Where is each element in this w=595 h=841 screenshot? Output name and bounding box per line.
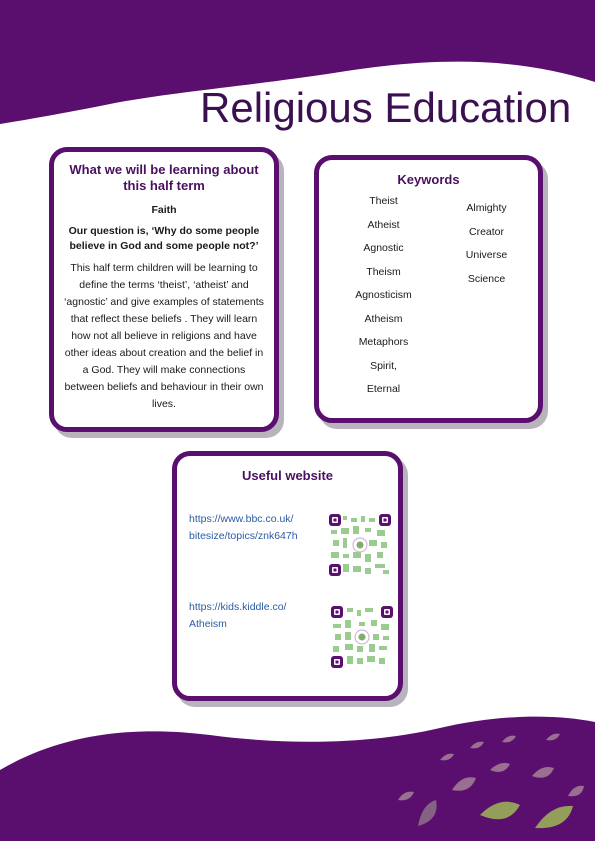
link-line[interactable]: https://www.bbc.co.uk/ bbox=[189, 513, 294, 525]
link-line[interactable]: https://kids.kiddle.co/ bbox=[189, 601, 287, 613]
keyword-item: Eternal bbox=[366, 383, 401, 395]
keyword-item: Theism bbox=[366, 265, 401, 278]
page-title: Religious Education bbox=[200, 84, 572, 131]
keyword-item: Theist bbox=[369, 195, 398, 207]
learning-heading: What we will be learning about this half term bbox=[69, 162, 259, 193]
learning-body: This half term children will be learning to define the terms ‘theist’, ‘atheist’ and ‘agnostic’ and give examples of statements that reflect these beliefs . They will learn how not all believe in religions and have other ideas about creation and the belief in a God. They will make connections between beliefs and behaviour in their own lives. bbox=[64, 262, 264, 410]
website-heading: Useful website bbox=[241, 468, 334, 483]
keyword-item: Atheism bbox=[364, 312, 403, 325]
keyword-item: Metaphors bbox=[358, 336, 409, 348]
learning-topic: Faith bbox=[151, 204, 177, 216]
keyword-item: Creator bbox=[468, 225, 504, 238]
keywords-card bbox=[314, 155, 543, 423]
keywords-left-column bbox=[341, 190, 426, 402]
link-line[interactable]: Atheism bbox=[189, 618, 227, 630]
link-line[interactable]: bitesize/topics/znk647h bbox=[189, 530, 298, 542]
bbc-link[interactable] bbox=[189, 511, 298, 545]
keyword-item: Atheist bbox=[367, 218, 400, 231]
keyword-item: Science bbox=[467, 272, 506, 285]
bottom-wave-band bbox=[0, 717, 595, 841]
keywords-heading: Keywords bbox=[397, 172, 460, 187]
keyword-item: Spirit, bbox=[370, 359, 397, 372]
keywords-right-column bbox=[444, 197, 529, 291]
learning-question: Our question is, ‘Why do some people believe in God and some people not?’ bbox=[68, 225, 260, 252]
qr-code-icon bbox=[329, 514, 391, 576]
website-card bbox=[172, 451, 403, 701]
keyword-item: Agnostic bbox=[363, 242, 404, 254]
kiddle-link[interactable] bbox=[189, 599, 286, 633]
keyword-item: Universe bbox=[465, 249, 508, 261]
keyword-item: Almighty bbox=[466, 202, 507, 214]
qr-code-icon bbox=[331, 606, 393, 668]
keyword-item: Agnosticism bbox=[355, 289, 412, 301]
learning-card bbox=[49, 147, 279, 432]
